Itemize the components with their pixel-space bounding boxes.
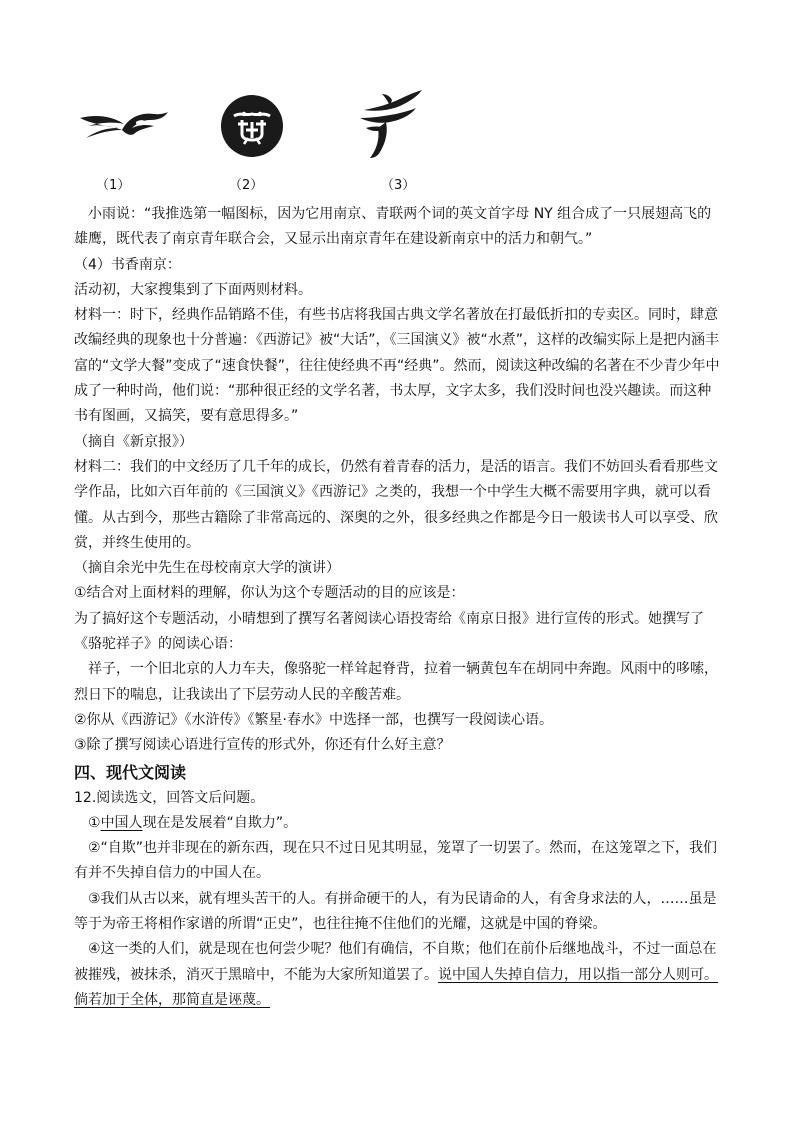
document-body xyxy=(74,202,720,1013)
underlined-chinese-people: 中国人 xyxy=(100,814,143,831)
question-4-1: ①结合对上面材料的理解，你认为这个专题活动的目的应该是： xyxy=(74,585,465,602)
logo-row xyxy=(0,86,793,196)
paragraph-1-text: 现在是发展着“自欺力”。 xyxy=(142,814,298,831)
logo-caption-1: （1） xyxy=(96,178,131,193)
xiaoqing-paragraph: 为了搞好这个专题活动，小晴想到了撰写名著阅读心语投寄给《南京日报》进行宣传的形式。她撰写了《骆驼祥子》的阅读心语： xyxy=(74,610,704,653)
question-4-title: （4）书香南京： xyxy=(74,256,181,273)
activity-intro: 活动初，大家搜集到了下面两则材料。 xyxy=(74,281,312,298)
passage-paragraph-2: ②“自欺”也并非现在的新东西，现在只不过日见其明显，笼罩了一切罢了。然而，在这笼罩之下，我们有并不失掉自信力的中国人在。 xyxy=(74,840,718,882)
xiangzi-reading-note: 祥子，一个旧北京的人力车夫，像骆驼一样耸起脊背，拉着一辆黄包车在胡同中奔跑。风雨中的哆嗦，烈日下的喘息，让我读出了下层劳动人民的辛酸苦难。 xyxy=(74,661,718,703)
xiaoyu-paragraph: 小雨说：“我推选第一幅图标，因为它用南京、青联两个词的英文首字母 NY 组合成了一只展翅高飞的雄鹰，既代表了南京青年联合会，又显示出南京青年在建设新南京中的活力和朝气。” xyxy=(74,206,712,248)
section-heading: 四、现代文阅读 xyxy=(74,762,187,782)
question-4-3: ③除了撰写阅读心语进行宣传的形式外，你还有什么好主意？ xyxy=(74,737,451,754)
passage-paragraph-3: ③我们从古以来，就有埋头苦干的人。有拼命硬干的人，有为民请命的人，有舍身求法的人，……虽是等于为帝王将相作家谱的所谓“正史”，也往往掩不住他们的光耀，这就是中国的脊梁。 xyxy=(74,890,717,933)
logo-caption-3: （3） xyxy=(381,178,416,193)
passage-paragraph-1 xyxy=(74,811,720,836)
brush-stroke-logo xyxy=(356,88,428,160)
passage-paragraph-4 xyxy=(74,937,720,1013)
circle-emblem-logo xyxy=(220,94,284,158)
material-1: 材料一：时下，经典作品销路不佳，有些书店将我国古典文学名著放在打最低折扣的专卖区。同时，肆意改编经典的现象也十分普遍：《西游记》被“大话”，《三国演义》被“水煮”，这样的改编实际上是把内涵丰富的“文学大餐”变成了“速食快餐”，往往使经典不再“经典”。然而，阅读这种改编的名著在不少青少年中成了一种时尚，他们说：“那种很正经的文学名著，书太厚，文字太多，我们没时间也没兴趣读。而这种书有图画，又搞笑，要有意思得多。” xyxy=(74,307,720,425)
question-12-prompt: 12.阅读选文，回答文后问题。 xyxy=(74,789,265,806)
paragraph-4-text: ④这一类的人们，就是现在也何尝少呢？他们有确信，不自欺；他们在前仆后继地战斗，不过一面总在被摧残，被抹杀，消灭于黑暗中，不能为大家所知道罢了。 xyxy=(74,941,717,983)
underlined-conclusion: 说中国人失掉自信力，用以指一部分人则可。倘若加于全体，那简直是诬蔑。 xyxy=(74,966,718,1008)
logo-caption-2: （2） xyxy=(229,178,264,193)
material-2: 材料二：我们的中文经历了几千年的成长，仍然有着青春的活力，是活的语言。我们不妨回头看看那些文学作品，比如六百年前的《三国演义》《西游记》之类的，我想一个中学生大概不需要用字典，就可以看懂。从古到今，那些古籍除了非常高远的、深奥的之外，很多经典之作都是今日一般读书人可以享受、欣赏，并终生使用的。 xyxy=(74,458,718,551)
material-2-source: （摘自余光中先生在母校南京大学的演讲） xyxy=(74,560,340,577)
bird-wings-logo xyxy=(78,108,170,140)
paragraph-1-number: ① xyxy=(88,814,101,831)
material-1-source: （摘自《新京报》） xyxy=(74,433,193,450)
question-4-2: ②你从《西游记》《水浒传》《繁星·春水》中选择一部，也撰写一段阅读心语。 xyxy=(74,711,553,728)
